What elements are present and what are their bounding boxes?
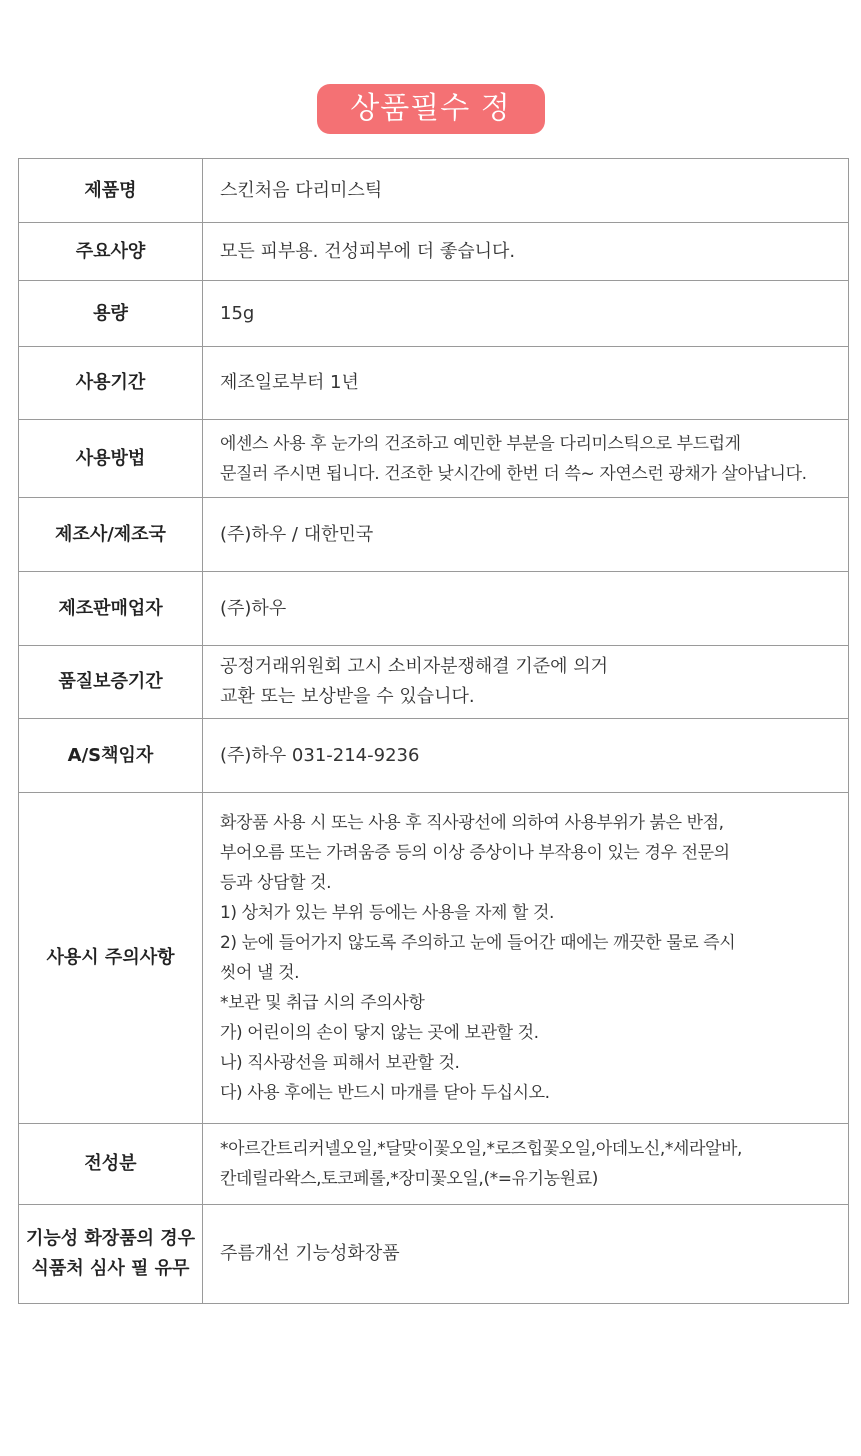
row-label-ingredients: 전성분: [19, 1124, 203, 1205]
table-row: [19, 1205, 849, 1304]
row-label-product-name: 제품명: [19, 159, 203, 223]
row-value-product-name: 스킨처음 다리미스틱: [203, 159, 849, 223]
row-value-manufacturer-country: (주)하우 / 대한민국: [203, 498, 849, 572]
table-row: [19, 572, 849, 646]
table-row: [19, 223, 849, 281]
row-value-usage-period: 제조일로부터 1년: [203, 347, 849, 420]
table-row: [19, 420, 849, 498]
table-row: [19, 347, 849, 420]
row-value-volume: 15g: [203, 281, 849, 347]
row-label-warranty: 품질보증기간: [19, 646, 203, 719]
row-value-ingredients: *아르간트리커넬오일,*달맞이꽃오일,*로즈힙꽃오일,아데노신,*세라알바, 칸데릴라왁스,토코페롤,*장미꽃오일,(*=유기농원료): [203, 1124, 849, 1205]
table-row: [19, 719, 849, 793]
table-row: [19, 793, 849, 1124]
row-value-warranty: 공정거래위원회 고시 소비자분쟁해결 기준에 의거 교환 또는 보상받을 수 있습니다.: [203, 646, 849, 719]
row-value-main-spec: 모든 피부용. 건성피부에 더 좋습니다.: [203, 223, 849, 281]
row-label-seller: 제조판매업자: [19, 572, 203, 646]
table-row: [19, 498, 849, 572]
table-row: [19, 159, 849, 223]
row-label-usage-method: 사용방법: [19, 420, 203, 498]
row-value-functional-review: 주름개선 기능성화장품: [203, 1205, 849, 1304]
row-label-main-spec: 주요사양: [19, 223, 203, 281]
product-info-table: [18, 158, 849, 1304]
table-row: [19, 1124, 849, 1205]
table-row: [19, 646, 849, 719]
table-row: [19, 281, 849, 347]
row-value-as-contact: (주)하우 031-214-9236: [203, 719, 849, 793]
row-label-volume: 용량: [19, 281, 203, 347]
row-label-manufacturer-country: 제조사/제조국: [19, 498, 203, 572]
row-value-usage-method: 에센스 사용 후 눈가의 건조하고 예민한 부분을 다리미스틱으로 부드럽게 문질러 주시면 됩니다. 건조한 낮시간에 한번 더 쓱~ 자연스런 광채가 살아납니다.: [203, 420, 849, 498]
row-value-seller: (주)하우: [203, 572, 849, 646]
row-value-cautions: 화장품 사용 시 또는 사용 후 직사광선에 의하여 사용부위가 붉은 반점, 부어오름 또는 가려움증 등의 이상 증상이나 부작용이 있는 경우 전문의 등과 상담할 것. 1) 상처가 있는 부위 등에는 사용을 자제 할 것. 2) 눈에 들어가지 않도록 주의하고 눈에 들어간 때에는 깨끗한 물로 즉시 씻어 낼 것. *보관 및 취급 시의 주의사항 가) 어린이의 손이 닿지 않는 곳에 보관할 것. 나) 직사광선을 피해서 보관할 것. 다) 사용 후에는 반드시 마개를 닫아 두십시오.: [203, 793, 849, 1124]
row-label-as-contact: A/S책임자: [19, 719, 203, 793]
row-label-usage-period: 사용기간: [19, 347, 203, 420]
page-title: 상품필수 정보: [317, 84, 545, 134]
row-label-cautions: 사용시 주의사항: [19, 793, 203, 1124]
row-label-functional-review: 기능성 화장품의 경우 식품처 심사 필 유무: [19, 1205, 203, 1304]
